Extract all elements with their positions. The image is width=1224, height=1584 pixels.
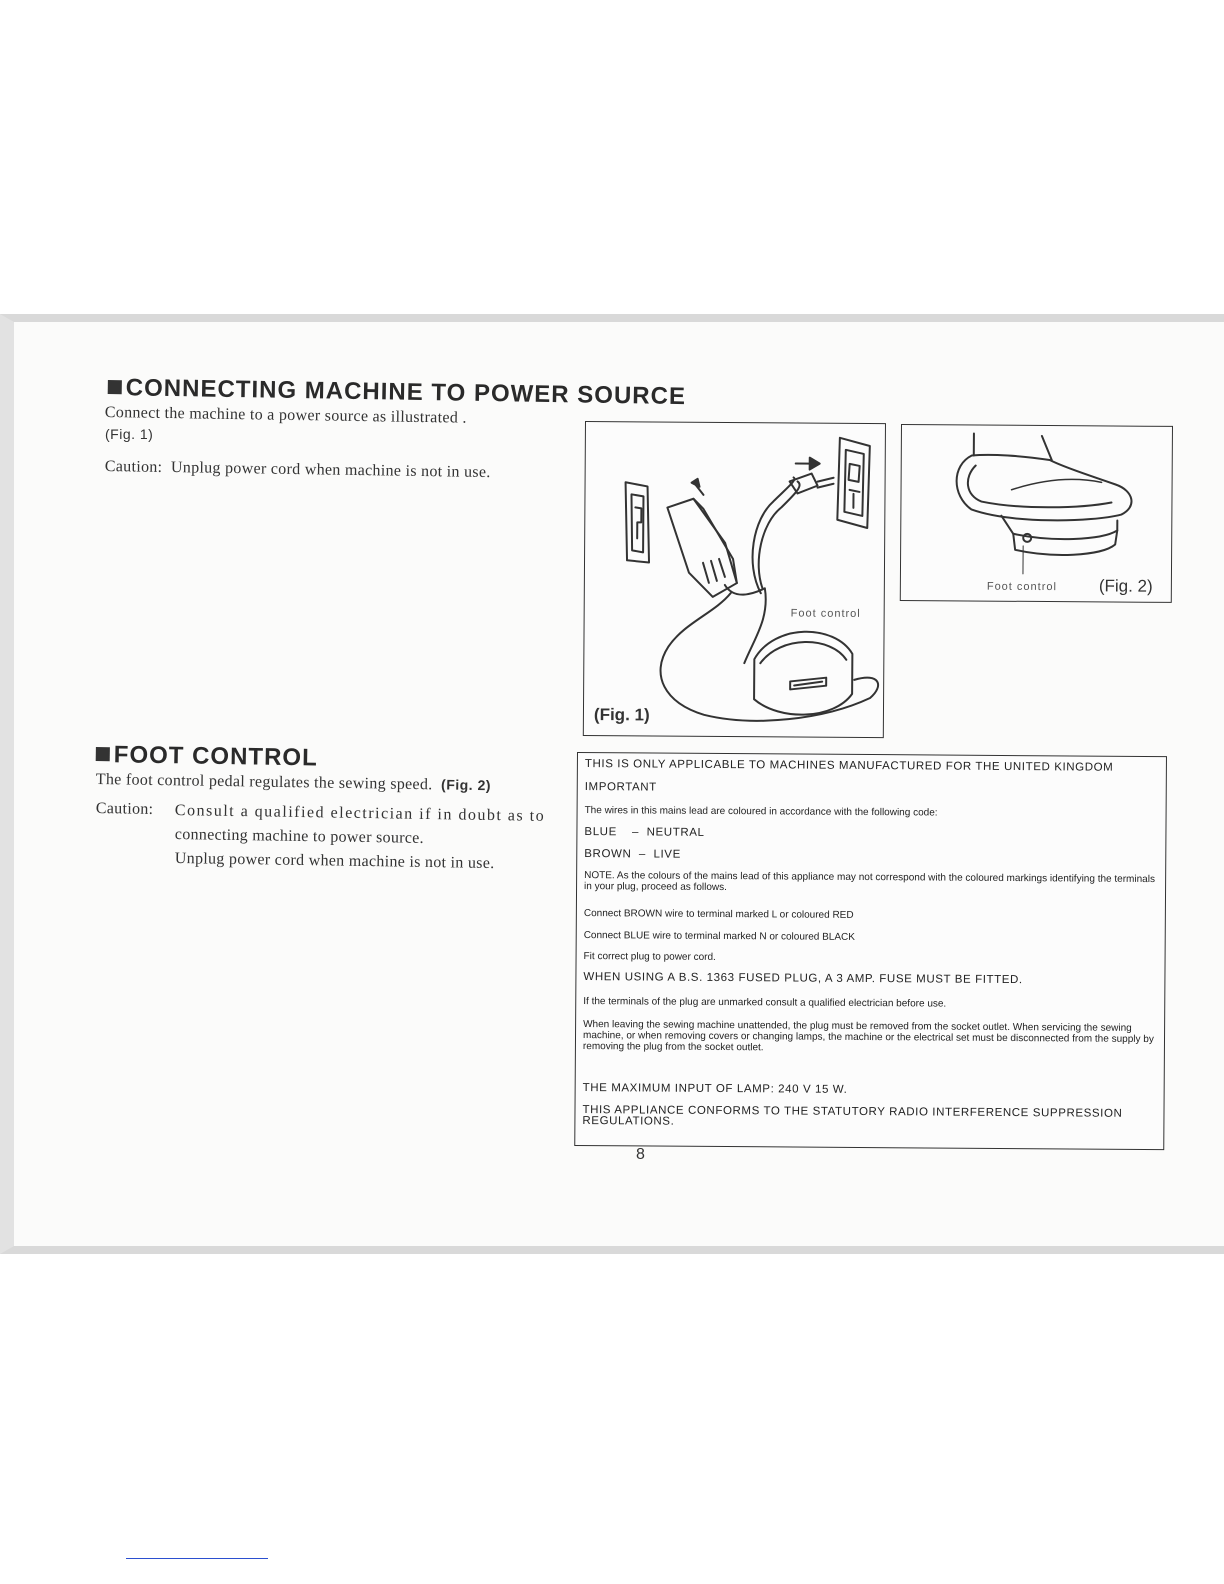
foot-caution-label: Caution: (95, 800, 154, 818)
caution-label: Caution: (104, 458, 163, 476)
bullet-square-icon (96, 747, 110, 761)
foot-on-pedal-illustration (901, 425, 1172, 602)
notice-important: IMPORTANT (584, 781, 657, 794)
wall-plug-icon (789, 473, 833, 493)
power-connection-illustration (584, 422, 884, 736)
notice-connect-brown: Connect BROWN wire to terminal marked L or coloured RED (583, 908, 854, 921)
notice-fit-plug: Fit correct plug to power cord. (583, 951, 716, 963)
foot-caution-line1: Consult a qualified electrician if in doubt as to (174, 802, 546, 825)
notice-connect-blue: Connect BLUE wire to terminal marked N or coloured BLACK (583, 930, 855, 943)
foot-fig-ref: (Fig. 2) (440, 776, 492, 794)
figure-2-caption: (Fig. 2) (1098, 576, 1153, 596)
figure-1-caption: (Fig. 1) (593, 705, 650, 725)
notice-brown: BROWN – LIVE (584, 848, 681, 861)
notice-note: NOTE. As the colours of the mains lead of this appliance may not correspond with the coloured markings identifying the terminals in your plug, proceed as follows. (584, 870, 1156, 894)
notice-blue: BLUE – NEUTRAL (584, 826, 705, 839)
foot-caution-line2: connecting machine to power source. (174, 826, 425, 847)
notice-conforms: THIS APPLIANCE CONFORMS TO THE STATUTORY RADIO INTERFERENCE SUPPRESSION REGULATIONS. (582, 1104, 1123, 1128)
figure-1-label: Foot control (790, 607, 861, 620)
notice-wires-intro: The wires in this mains lead are coloured in accordance with the following code: (584, 805, 938, 819)
bullet-square-icon (108, 380, 122, 394)
notice-lamp: THE MAXIMUM INPUT OF LAMP: 240 V 15 W. (582, 1082, 848, 1096)
power-body-text: Connect the machine to a power source as illustrated . (104, 404, 467, 427)
uk-wiring-notice (574, 752, 1167, 1150)
link-underline (126, 1558, 268, 1559)
notice-leaving: When leaving the sewing machine unattended, the plug must be removed from the socket outlet. When servicing the sewing machine, or when removing covers or changing lamps, the machine or the electrical set must be disconnected from the supply by removing the plug from the socket outlet. (582, 1019, 1154, 1054)
section-title-power: CONNECTING MACHINE TO POWER SOURCE (125, 374, 687, 411)
foot-caution-line3: Unplug power cord when machine is not in use. (174, 850, 495, 873)
section-title-foot: FOOT CONTROL (113, 741, 318, 772)
shoe-icon (956, 455, 1131, 521)
machine-plug-icon (667, 499, 738, 597)
notice-fused-plug: WHEN USING A B.S. 1363 FUSED PLUG, A 3 AMP. FUSE MUST BE FITTED. (583, 971, 1023, 987)
page-number: 8 (636, 1146, 645, 1163)
foot-pedal-icon (1001, 516, 1117, 556)
machine-socket-icon (625, 482, 650, 562)
figure-2 (900, 424, 1173, 603)
wall-outlet-icon (837, 438, 870, 528)
figure-2-label: Foot control (986, 580, 1058, 594)
power-fig-ref: (Fig. 1) (105, 426, 154, 442)
notice-unmarked: If the terminals of the plug are unmarked consult a qualified electrician before use. (583, 996, 947, 1010)
foot-body: The foot control pedal regulates the sewing speed. (95, 771, 433, 794)
figure-1 (583, 421, 886, 738)
foot-pedal-icon (754, 631, 853, 715)
caution-text: Unplug power cord when machine is not in use. (170, 459, 491, 482)
notice-header: THIS IS ONLY APPLICABLE TO MACHINES MANUFACTURED FOR THE UNITED KINGDOM (584, 758, 1114, 774)
section-heading-foot (96, 741, 318, 772)
